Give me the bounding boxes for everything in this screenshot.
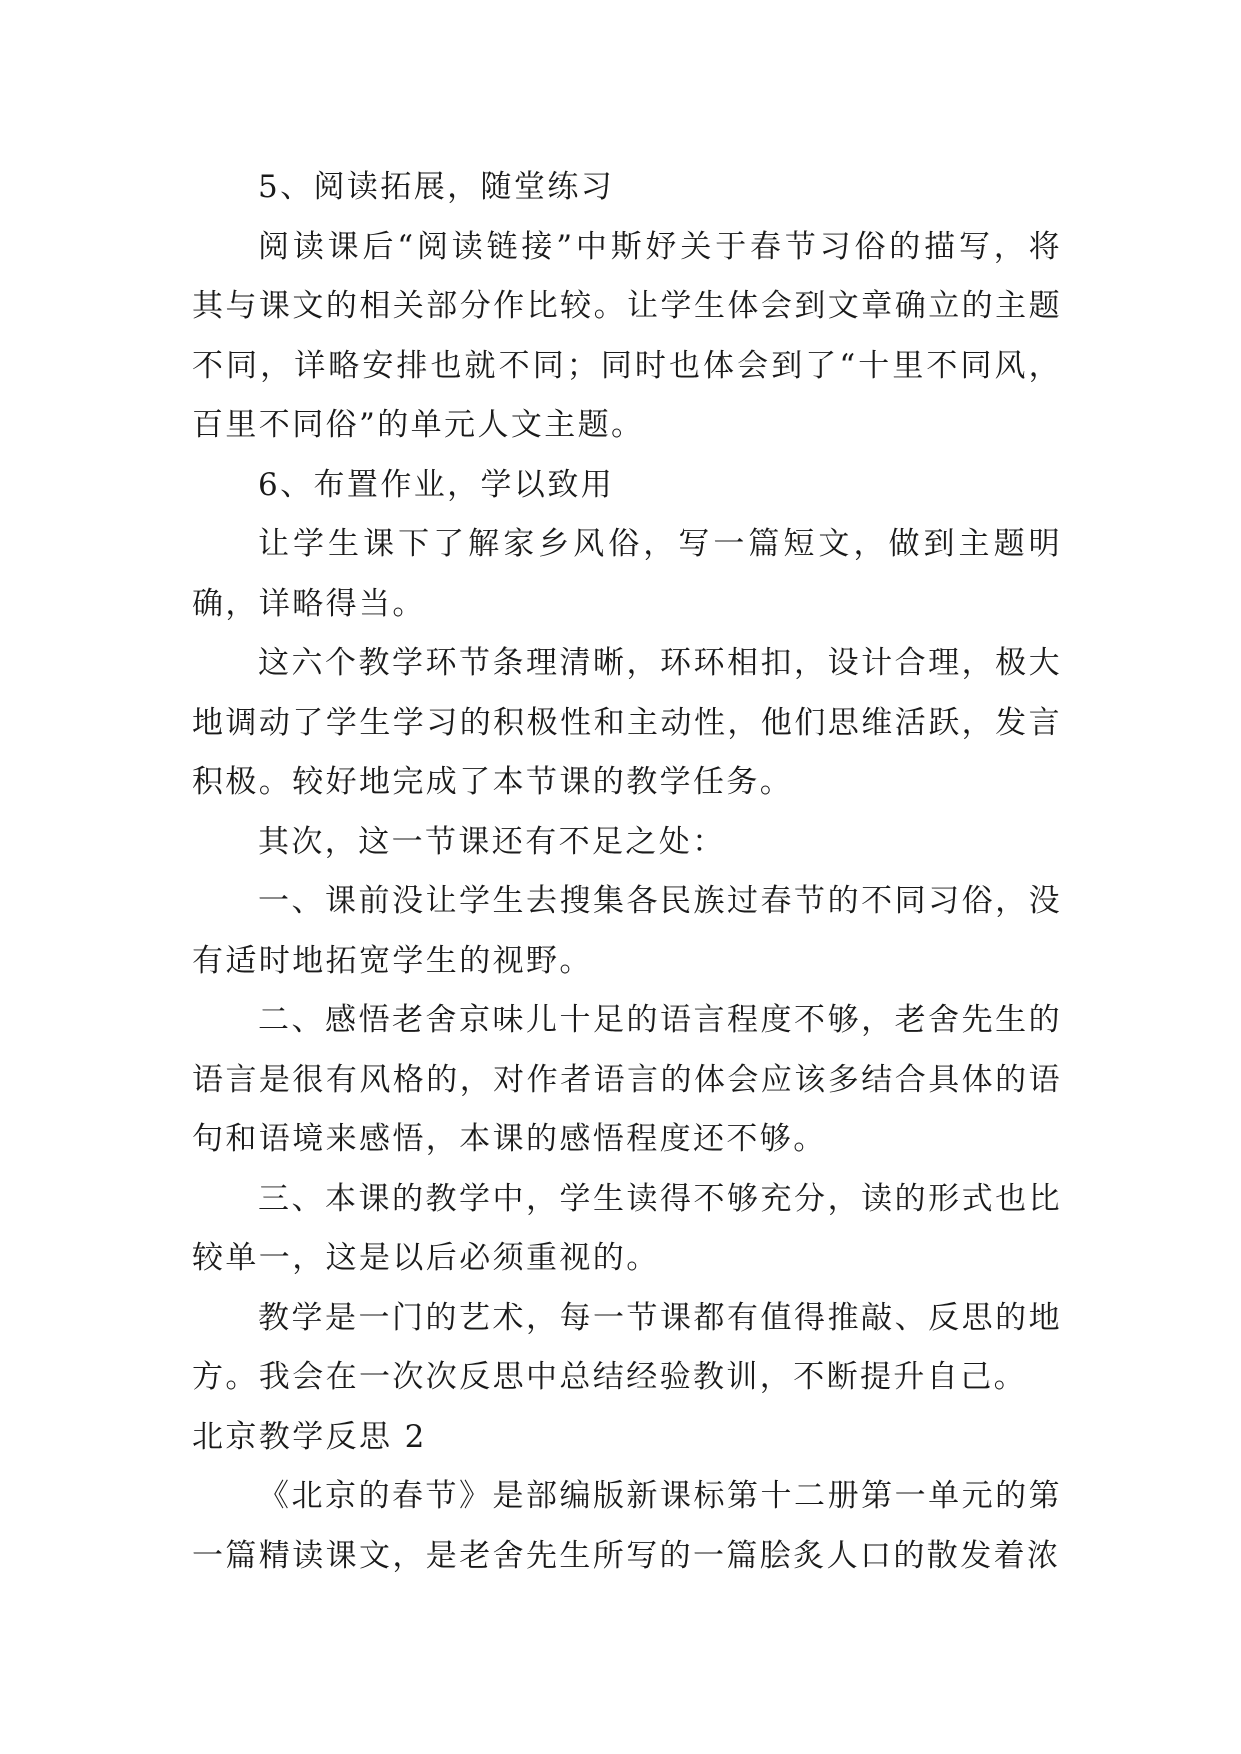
section-title-reflection-2: 北京教学反思 2 bbox=[192, 1418, 427, 1455]
paragraph-section-6-heading: 6、布置作业，学以致用 bbox=[258, 466, 615, 503]
paragraph-shortcoming-1: 一、课前没让学生去搜集各民族过春节的不同习俗，没有适时地拓宽学生的视野。 bbox=[192, 883, 1062, 979]
paragraph-section-5-heading: 5、阅读拓展，随堂练习 bbox=[258, 169, 615, 205]
paragraph-summary: 这六个教学环节条理清晰，环环相扣，设计合理，极大地调动了学生学习的积极性和主动性，他们思维活跃，发言积极。较好地完成了本节课的教学任务。 bbox=[192, 645, 1062, 800]
paragraph-conclusion: 教学是一门的艺术，每一节课都有值得推敲、反思的地方。我会在一次次反思中总结经验教训，不断提升自己。 bbox=[192, 1299, 1062, 1395]
paragraph-shortcoming-2: 二、感悟老舍京味儿十足的语言程度不够，老舍先生的语言是很有风格的，对作者语言的体会应该多结合具体的语句和语境来感悟，本课的感悟程度还不够。 bbox=[192, 1002, 1062, 1157]
paragraph-shortcoming-3: 三、本课的教学中，学生读得不够充分，读的形式也比较单一，这是以后必须重视的。 bbox=[192, 1180, 1062, 1276]
paragraph-shortcomings-intro: 其次，这一节课还有不足之处： bbox=[258, 823, 726, 860]
paragraph-reading-extension: 阅读课后“阅读链接”中斯妤关于春节习俗的描写，将其与课文的相关部分作比较。让学生体会到文章确立的主题不同，详略安排也就不同；同时也体会到了“十里不同风，百里不同俗”的单元人文主题。 bbox=[192, 228, 1062, 443]
paragraph-homework: 让学生课下了解家乡风俗，写一篇短文，做到主题明确，详略得当。 bbox=[192, 526, 1062, 622]
paragraph-reflection-2-intro: 《北京的春节》是部编版新课标第十二册第一单元的第一篇精读课文，是老舍先生所写的一篇脍炙人口的散发着浓 bbox=[192, 1478, 1062, 1574]
document-body bbox=[192, 158, 1062, 1586]
